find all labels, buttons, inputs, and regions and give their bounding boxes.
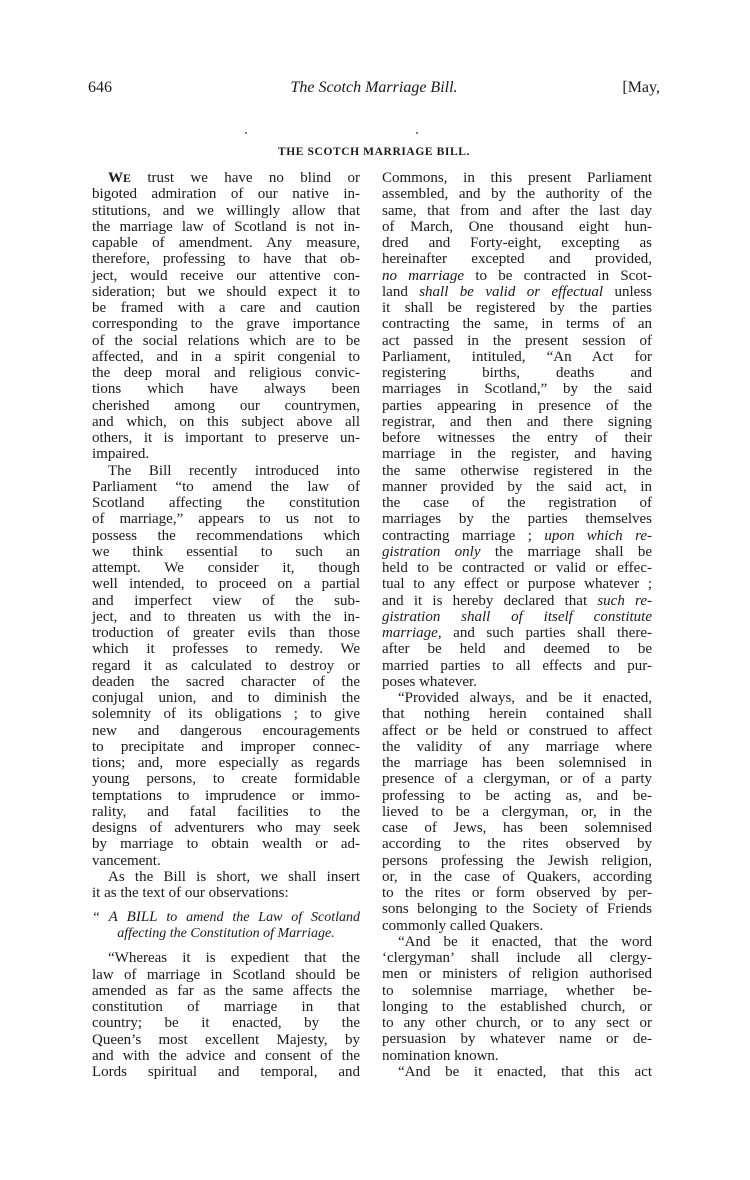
text-line: no marriage to be contracted in Scot- bbox=[382, 267, 652, 284]
text-line: “Provided always, and be it enacted, bbox=[398, 690, 652, 706]
text-line: contracting the same, in terms of an bbox=[382, 316, 652, 333]
text-line: “And be it enacted, that the word bbox=[398, 933, 652, 950]
text-line: poses whatever. bbox=[382, 673, 477, 690]
text-line: presence of a clergyman, or of a party bbox=[382, 771, 652, 788]
text-line: tions which have always been bbox=[92, 381, 360, 398]
text-line: same, that from and after the last day bbox=[382, 202, 652, 219]
text-line: it shall be registered by the parties bbox=[382, 300, 652, 316]
print-speck bbox=[245, 132, 247, 134]
text-line: Queen’s most excellent Majesty, by bbox=[92, 1031, 360, 1048]
text-line: the marriage law of Scotland is not in- bbox=[92, 218, 360, 235]
drop-cap: WE bbox=[108, 170, 132, 186]
text-line: persons professing the Jewish religion, bbox=[382, 852, 652, 869]
text-line: law of marriage in Scotland should be bbox=[92, 966, 360, 983]
text-line: impaired. bbox=[92, 446, 150, 463]
text-line: others, it is important to preserve un- bbox=[92, 430, 360, 446]
text-line: men or ministers of religion authorised bbox=[382, 966, 652, 983]
text-line: hereinafter excepted and provided, bbox=[382, 251, 652, 268]
spacer bbox=[92, 942, 360, 950]
text-line: longing to the established church, or bbox=[382, 998, 652, 1015]
text-line: new and dangerous encouragements bbox=[92, 722, 360, 739]
text-line: of marriage,” appears to us not to bbox=[92, 511, 360, 528]
text-line: parties appearing in presence of the bbox=[382, 397, 652, 414]
text-line: gistration shall of itself constitute bbox=[382, 608, 652, 625]
bill-heading-line: “ A BILL to amend the Law of Scotland bbox=[92, 909, 361, 926]
text-line: tual to any effect or purpose whatever ; bbox=[382, 576, 652, 593]
bill-heading bbox=[92, 909, 360, 942]
text-line: marriages in Scotland,” by the said bbox=[382, 381, 652, 398]
text-line: possess the recommendations which bbox=[92, 527, 360, 544]
text-line: regard it as calculated to destroy or bbox=[92, 657, 360, 674]
text-line: held to be contracted or valid or effec- bbox=[382, 560, 652, 576]
text-line: rality, and fatal facilities to the bbox=[92, 803, 360, 820]
text-line: tions; and, more especially as regards bbox=[92, 755, 360, 771]
text-line: dred and Forty-eight, excepting as bbox=[382, 235, 652, 251]
text-line: which it professes to remedy. We bbox=[92, 641, 360, 658]
running-head bbox=[88, 79, 660, 101]
text-line: and which, on this subject above all bbox=[92, 413, 360, 430]
text-line: case of Jews, has been solemnised bbox=[382, 820, 652, 836]
text-line: registrar, and then and there signing bbox=[382, 413, 652, 430]
text-line: country; be it enacted, by the bbox=[92, 1015, 360, 1032]
text-line: vancement. bbox=[92, 852, 161, 869]
text-line: and with the advice and consent of the bbox=[92, 1047, 360, 1064]
bill-heading-line: affecting the Constitution of Marriage. bbox=[117, 926, 335, 942]
text-line: attempt. We consider it, though bbox=[92, 560, 360, 576]
print-speck bbox=[416, 132, 418, 134]
left-column bbox=[92, 170, 360, 1080]
text-line: marriage in the register, and having bbox=[382, 446, 652, 463]
text-line: assembled, and by the authority of the bbox=[382, 186, 652, 203]
text-line: sons belonging to the Society of Friends bbox=[382, 901, 652, 918]
text-line: affected, and in a spirit congenial to bbox=[92, 348, 360, 365]
text-line: persuasion by whatever name or de- bbox=[382, 1031, 652, 1048]
text-line: of the social relations which are to be bbox=[92, 332, 360, 349]
text-line: manner provided by the said act, in bbox=[382, 478, 652, 495]
article-title: THE SCOTCH MARRIAGE BILL. bbox=[277, 146, 470, 158]
date-mark: [May, bbox=[622, 79, 660, 96]
text-line: the validity of any marriage where bbox=[382, 738, 652, 755]
running-title: The Scotch Marriage Bill. bbox=[290, 79, 458, 96]
text-line: after be held and deemed to be bbox=[382, 641, 652, 658]
text-line: capable of amendment. Any measure, bbox=[92, 235, 360, 251]
text-line: the same otherwise registered in the bbox=[382, 462, 652, 479]
text-line: contracting marriage ; upon which re- bbox=[382, 527, 653, 544]
text-line: “And be it enacted, that this act bbox=[398, 1063, 652, 1080]
text-line: land shall be valid or effectual unless bbox=[382, 283, 653, 300]
text-line: marriage, and such parties shall there- bbox=[382, 625, 652, 641]
text-line: amended as far as the same affects the bbox=[92, 982, 360, 999]
text-line: Lords spiritual and temporal, and bbox=[92, 1064, 360, 1080]
text-line: Parliament, intituled, “An Act for bbox=[382, 348, 652, 365]
text-line: it as the text of our observations: bbox=[92, 885, 289, 901]
text-line: “Whereas it is expedient that the bbox=[108, 950, 360, 967]
text-line: the deep moral and religious convic- bbox=[92, 365, 360, 381]
spacer bbox=[92, 901, 360, 909]
text-line: according to the rites observed by bbox=[382, 836, 652, 853]
text-line: before witnesses the entry of their bbox=[382, 430, 652, 446]
text-line: designs of adventurers who may seek bbox=[92, 820, 360, 836]
text-line: bigoted admiration of our native in- bbox=[92, 186, 360, 203]
text-line: that nothing herein contained shall bbox=[382, 706, 652, 723]
text-line: the case of the registration of bbox=[382, 495, 652, 511]
text-line: Scotland affecting the constitution bbox=[92, 495, 360, 511]
text-line: commonly called Quakers. bbox=[382, 917, 544, 934]
text-line: and it is hereby declared that such re- bbox=[382, 592, 652, 609]
text-line: to the rites or form observed by per- bbox=[382, 885, 652, 901]
text-line: As the Bill is short, we shall insert bbox=[108, 868, 360, 885]
text-line: affect or be held or construed to affect bbox=[382, 722, 652, 739]
text-line: well intended, to proceed on a partial bbox=[92, 576, 360, 593]
text-line: corresponding to the grave importance bbox=[92, 316, 360, 333]
text-line: The Bill recently introduced into bbox=[108, 462, 360, 479]
text-line: therefore, professing to have that ob- bbox=[92, 251, 360, 268]
text-line: constitution of marriage in that bbox=[92, 999, 360, 1015]
text-line: conjugal union, and to diminish the bbox=[92, 690, 360, 706]
right-column bbox=[382, 170, 652, 1080]
text-line: young persons, to create formidable bbox=[92, 771, 360, 788]
text-line: gistration only the marriage shall be bbox=[382, 543, 652, 560]
text-line: WE trust we have no blind or bbox=[108, 170, 360, 186]
text-line: professing to be acting as, and be- bbox=[382, 787, 652, 804]
text-line: registering births, deaths and bbox=[382, 365, 652, 381]
text-line: ject, and to threaten us with the in- bbox=[92, 608, 360, 625]
page-number: 646 bbox=[88, 79, 112, 96]
text-line: stitutions, and we willingly allow that bbox=[92, 202, 360, 219]
text-line: lieved to be a clergyman, or, in the bbox=[382, 803, 652, 820]
text-line: of March, One thousand eight hun- bbox=[382, 218, 652, 235]
text-line: ‘clergyman’ shall include all clergy- bbox=[382, 950, 652, 966]
text-line: to precipitate and improper connec- bbox=[92, 738, 360, 755]
text-line: temptations to imprudence or immo- bbox=[92, 787, 360, 804]
text-line: sideration; but we should expect it to bbox=[92, 283, 360, 300]
text-line: and imperfect view of the sub- bbox=[92, 592, 360, 609]
text-line: we think essential to such an bbox=[92, 543, 360, 560]
text-line: the marriage has been solemnised in bbox=[382, 755, 652, 771]
text-line: be framed with a care and caution bbox=[92, 300, 360, 316]
text-line: marriages by the parties themselves bbox=[382, 511, 652, 528]
text-line: married parties to all effects and pur- bbox=[382, 657, 652, 674]
text-line: by marriage to obtain wealth or ad- bbox=[92, 836, 360, 853]
text-line: nomination known. bbox=[382, 1047, 499, 1064]
text-line: to any other church, or to any sect or bbox=[382, 1015, 652, 1031]
text-line: Parliament “to amend the law of bbox=[92, 478, 360, 495]
text-line: solemnity of its obligations ; to give bbox=[92, 706, 360, 723]
text-line: Commons, in this present Parliament bbox=[382, 170, 652, 186]
text-line: deaden the sacred character of the bbox=[92, 673, 360, 690]
text-line: ject, would receive our attentive con- bbox=[92, 267, 360, 284]
text-line: or, in the case of Quakers, according bbox=[382, 868, 652, 885]
text-line: cherished among our countrymen, bbox=[92, 397, 360, 414]
text-line: act passed in the present session of bbox=[382, 332, 652, 349]
text-line: to solemnise marriage, whether be- bbox=[382, 982, 652, 999]
text-line: troduction of greater evils than those bbox=[92, 625, 360, 641]
